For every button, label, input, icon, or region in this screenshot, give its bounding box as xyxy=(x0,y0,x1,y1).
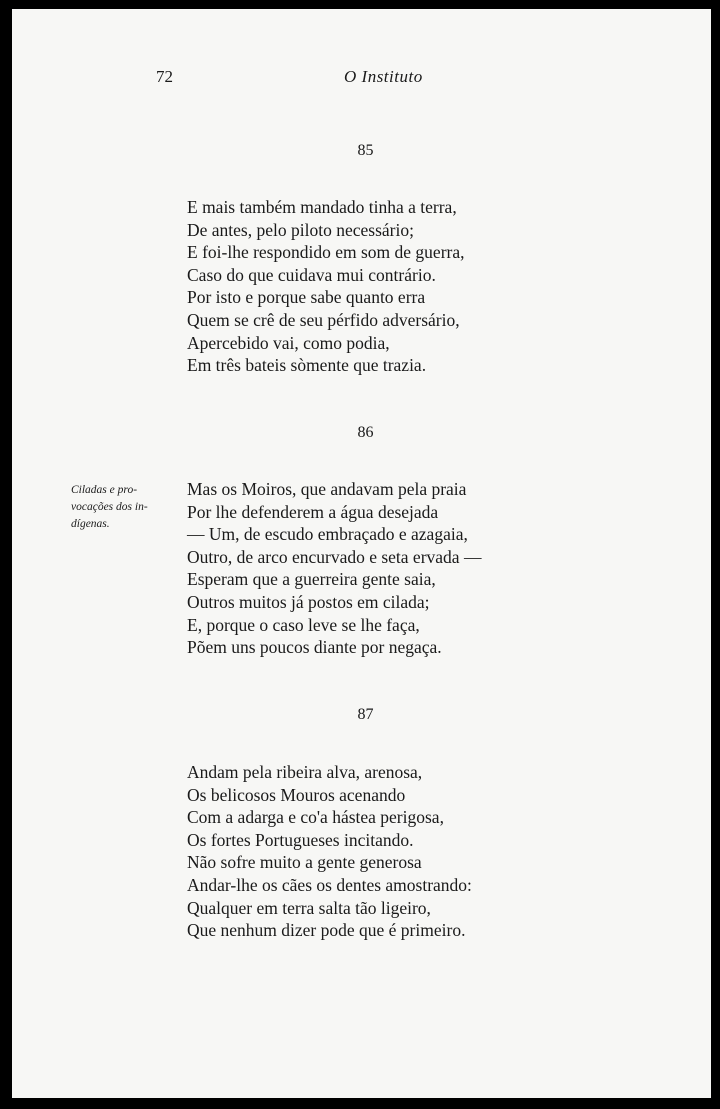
running-title: O Instituto xyxy=(344,67,423,86)
stanza-85 xyxy=(187,196,547,377)
verse-line: Por lhe defenderem a água desejada xyxy=(187,501,439,522)
page-number: 72 xyxy=(156,67,173,86)
stanza-number-85: 85 xyxy=(357,142,374,159)
stanza-number-87: 87 xyxy=(357,706,374,723)
verse-line: Mas os Moiros, que andavam pela praia xyxy=(187,479,467,499)
verse-line: Caso do que cuidava mui contrário. xyxy=(187,264,436,285)
margin-note-line: Ciladas e pro- xyxy=(71,484,138,496)
verse-line: Não sofre muito a gente generosa xyxy=(187,852,422,873)
margin-note-line: dígenas. xyxy=(71,518,110,530)
verse-line: Por isto e porque sabe quanto erra xyxy=(187,287,426,308)
verse-line: De antes, pelo piloto necessário; xyxy=(187,219,414,240)
verse-line: Que nenhum dizer pode que é primeiro. xyxy=(187,920,466,941)
verse-line: Quem se crê de seu pérfido adversário, xyxy=(187,309,460,330)
stanza-86 xyxy=(187,478,547,659)
verse-line: — Um, de escudo embraçado e azagaia, xyxy=(187,524,468,545)
verse-line: Qualquer em terra salta tão ligeiro, xyxy=(187,897,431,918)
verse-line: Andar-lhe os cães os dentes amostrando: xyxy=(187,874,472,895)
margin-note xyxy=(71,482,171,533)
verse-line: Outros muitos já postos em cilada; xyxy=(187,591,430,612)
verse-line: Andam pela ribeira alva, arenosa, xyxy=(187,762,423,782)
verse-line: Põem uns poucos diante por negaça. xyxy=(187,637,442,658)
verse-line: Esperam que a guerreira gente saia, xyxy=(187,569,436,590)
stanza-87 xyxy=(187,761,547,942)
verse-line: Outro, de arco encurvado e seta ervada — xyxy=(187,546,482,567)
verse-line: Com a adarga e co'a hástea perigosa, xyxy=(187,807,444,828)
book-page xyxy=(12,9,711,1098)
stanza-number-86: 86 xyxy=(357,424,374,441)
verse-line: Apercebido vai, como podia, xyxy=(187,332,390,353)
verse-line: E, porque o caso leve se lhe faça, xyxy=(187,614,420,635)
verse-line: E mais também mandado tinha a terra, xyxy=(187,197,457,217)
verse-line: E foi-lhe respondido em som de guerra, xyxy=(187,242,465,263)
verse-line: Os belicosos Mouros acenando xyxy=(187,784,406,805)
margin-note-line: vocações dos in- xyxy=(71,501,148,513)
verse-line: Em três bateis sòmente que trazia. xyxy=(187,355,427,376)
verse-line: Os fortes Portugueses incitando. xyxy=(187,829,414,850)
